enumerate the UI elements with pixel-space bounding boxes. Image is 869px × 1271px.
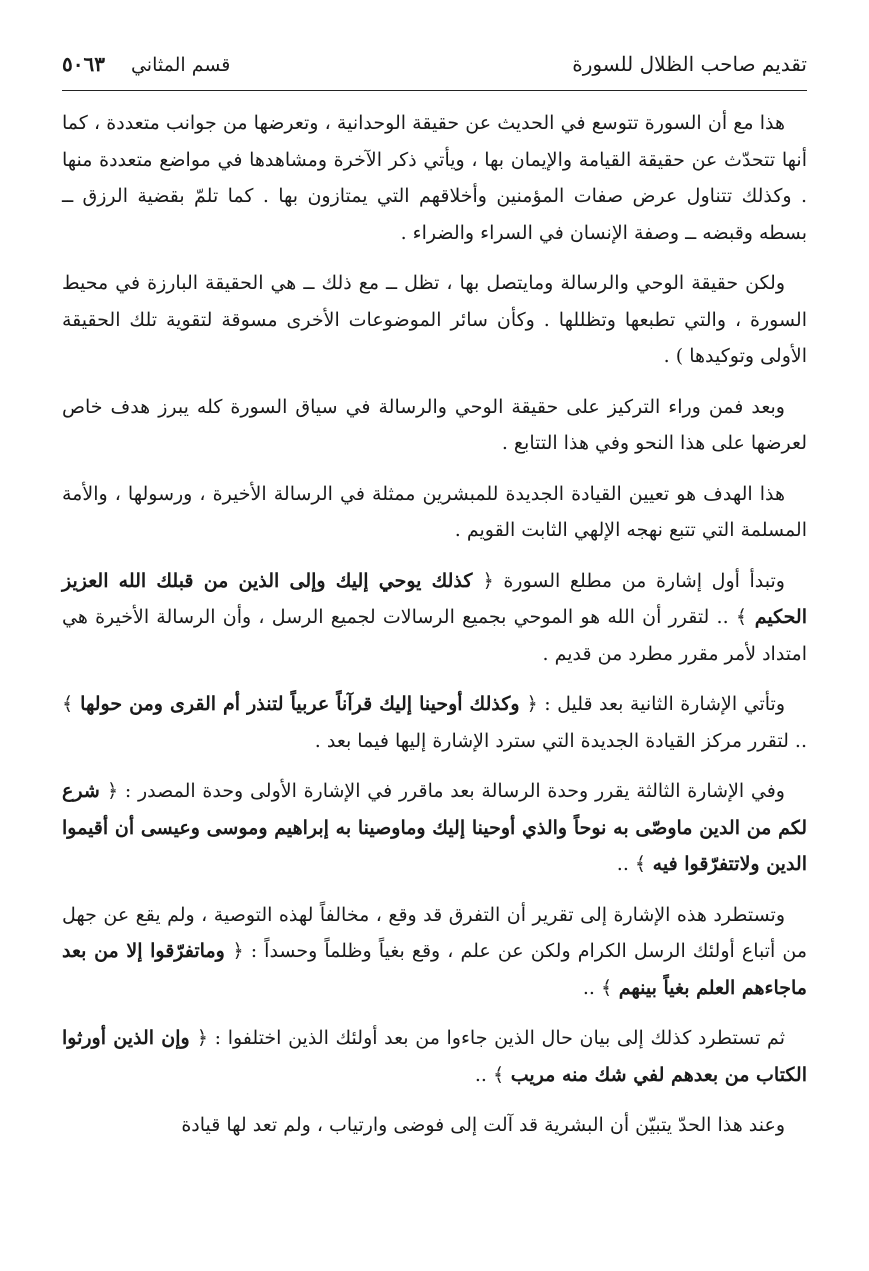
paragraph [62,897,807,1007]
paragraph-text: .. [582,976,601,999]
paragraph [62,773,807,883]
header-rule [62,90,807,91]
section-name: قسم المثاني [130,54,231,76]
paragraph [62,686,807,759]
quran-quote: وماتفرّقوا إلا من بعد ماجاءهم العلم بغياً بينهم [62,940,807,999]
running-title: تقديم صاحب الظلال للسورة [572,52,807,76]
quran-quote: وإن الذين أورثوا الكتاب من بعدهم لفي شك منه مريب [62,1027,807,1086]
quote-bracket: ﴿ [526,693,538,715]
quote-bracket: ﴾ [600,976,613,999]
paragraph [62,265,807,375]
paragraph-text: .. [616,853,635,875]
paragraph [62,563,807,673]
quote-bracket: ﴾ [492,1063,505,1086]
quran-quote: شرع لكم من الدين ماوصّى به نوحاً والذي أوحينا إليك وماوصينا به إبراهيم وموسى وعيسى أن أقيموا الدين ولاتتفرّقوا فيه [62,780,807,875]
paragraph [62,1107,807,1144]
paragraph-text: وتستطرد هذه الإشارة إلى تقرير أن التفرق قد وقع ، مخالفاً لهذه التوصية ، ولم يقع عن جهل من أتباع أولئك الرسل الكرام ولكن عن علم ، وقع بغياً وظلماً وحسداً : [62,903,807,962]
paragraph-text: وتبدأ أول إشارة من مطلع السورة [493,569,785,592]
header-meta [62,52,230,76]
paragraph-text: ثم تستطرد كذلك إلى بيان حال الذين جاءوا من بعد أولئك الذين اختلفوا : [208,1027,785,1049]
paragraph-text: .. [474,1063,493,1086]
quote-bracket: ﴿ [107,780,119,802]
paragraph-text: ولكن حقيقة الوحي والرسالة ومايتصل بها ، تظل ــ مع ذلك ــ هي الحقيقة البارزة في محيط السورة ، والتي تطبعها وتظللها . وكأن سائر الموضوعات الأخرى مسوقة لتقوية تلك الحقيقة الأولى وتوكيدها ) . [62,272,807,367]
quote-bracket: ﴾ [62,693,74,715]
paragraph-text: وفي الإشارة الثالثة يقرر وحدة الرسالة بعد ماقرر في الإشارة الأولى وحدة المصدر : [118,780,785,802]
page-number: ٥٠٦٣ [62,52,105,76]
paragraph-text: .. لتقرر مركز القيادة الجديدة التي سترد الإشارة إليها فيما بعد . [314,729,807,752]
quote-bracket: ﴿ [482,569,494,592]
paragraph-text: هذا الهدف هو تعيين القيادة الجديدة للمبشرين ممثلة في الرسالة الأخيرة ، ورسولها ، والأمة المسلمة التي تتبع نهجه الإلهي الثابت القويم . [62,482,807,541]
paragraph-text: وبعد فمن وراء التركيز على حقيقة الوحي والرسالة في سياق السورة كله يبرز هدف خاص لعرضها على هذا النحو وفي هذا التتابع . [62,395,807,454]
paragraph [62,476,807,549]
paragraph-text: وعند هذا الحدّ يتبيّن أن البشرية قد آلت إلى فوضى وارتياب ، ولم تعد لها قيادة [181,1114,785,1136]
quote-bracket: ﴾ [634,853,647,875]
page-body [62,105,807,1144]
paragraph [62,105,807,251]
paragraph-text: هذا مع أن السورة تتوسع في الحديث عن حقيقة الوحدانية ، وتعرضها من جوانب متعددة ، كما أنها تتحدّث عن حقيقة القيامة والإيمان بها ، ويأتي ذكر الآخرة ومشاهدها في مواضع متعددة منها . وكذلك تتناول عرض صفات المؤمنين وأخلاقهم التي يمتازون بها . كما تلمّ بقضية الرزق ــ بسطه وقبضه ــ وصفة الإنسان في السراء والضراء . [62,112,807,244]
paragraph [62,389,807,462]
quote-bracket: ﴿ [232,940,244,962]
quote-bracket: ﴿ [196,1027,209,1049]
paragraph-text: وتأتي الإشارة الثانية بعد قليل : [537,693,785,715]
quran-quote: وكذلك أوحينا إليك قرآناً عربياً لتنذر أم القرى ومن حولها [73,693,527,715]
paragraph [62,1020,807,1093]
quran-quote: كذلك يوحي إليك وإلى الذين من قبلك الله العزيز الحكيم [62,569,807,628]
running-header [62,52,807,86]
paragraph-text: .. لتقرر أن الله هو الموحي بجميع الرسالات لجميع الرسل ، وأن الرسالة الأخيرة هي امتداد لأمر مقرر مطرد من قديم . [62,606,807,665]
quote-bracket: ﴾ [735,606,747,628]
